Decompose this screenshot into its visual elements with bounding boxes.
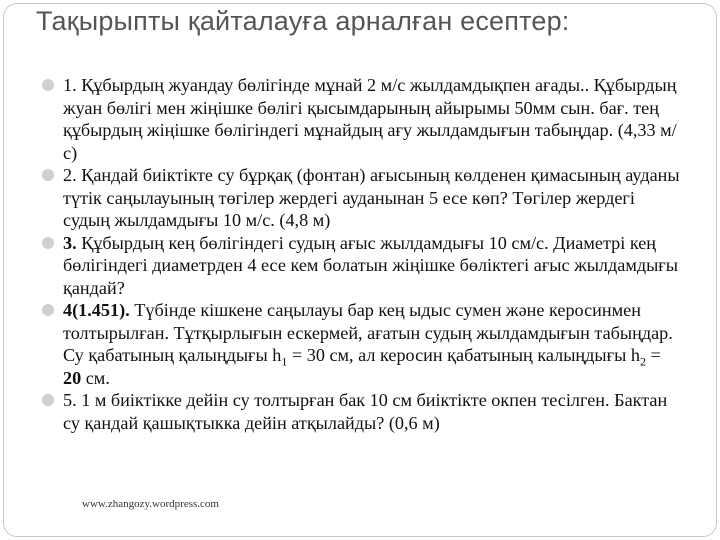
bullet-icon [42, 394, 54, 406]
problem-text: Құбырдың кең бөлігіндегі судың ағыс жылдамдығы 10 см/с. Диаметрі кең бөлігіндегі диаметрден 4 есе кем болатын жіңішке бөліктегі ағыс жылдамдығы қандай? [63, 232, 678, 298]
footer-url: www.zhangozy.wordpress.com [82, 498, 219, 510]
problem-text: = 30 см, ал керосин қабатының калыңдығы h [287, 345, 640, 365]
problem-list [40, 74, 680, 434]
problem-item-1 [40, 74, 680, 164]
problem-text: = [645, 345, 661, 365]
bullet-icon [42, 79, 54, 91]
slide-title: Тақырыпты қайталауға арналған есептер: [36, 6, 570, 36]
problem-text: 5. 1 м биіктікке дейін су толтырған бак 10 см биіктікте окпен тесілген. Бактан су қандай қашықтыкка дейін атқылайды? (0,6 м) [63, 390, 668, 433]
problem-text: 1. Құбырдың жуандау бөлігінде мұнай 2 м/с жылдамдықпен ағады.. Құбырдың жуан бөлігі мен жіңішке бөлігі қысымдарының айырымы 50мм сын. бағ. тең құбырдың жіңішке бөлігіндегі мұнайдың ағу жылдамдығын табыңдар. (4,33 м/с) [63, 75, 677, 163]
problem-item-4 [40, 299, 680, 389]
problem-text: Түбінде кішкене саңылауы бар кең ыдыс сумен және керосинмен толтырылған. Тұтқырлығын ескермей, ағатын судың жылдамдығын табыңдар. Су қабатының қалыңдығы h [63, 300, 673, 365]
problem-item-5 [40, 389, 680, 434]
problem-number: 3. [63, 232, 77, 253]
problem-text: 2. Қандай биіктікте су бұрқақ (фонтан) ағысының көлденен қимасының ауданы түтік саңылауының төгілер жердегі ауданынан 5 есе көп? Төгілер жердегі судың жылдамдығы 10 м/с. (4,8 м) [63, 165, 680, 230]
problem-number: 4(1.451). [63, 300, 130, 320]
bullet-icon [42, 304, 54, 316]
problem-text: см. [81, 367, 110, 388]
bullet-icon [42, 237, 54, 249]
problem-item-3 [40, 232, 680, 300]
problem-item-2 [40, 164, 680, 232]
bullet-icon [42, 169, 54, 181]
bold-value: 20 [63, 367, 82, 388]
subscript: 2 [639, 354, 646, 369]
subscript: 1 [281, 354, 288, 369]
